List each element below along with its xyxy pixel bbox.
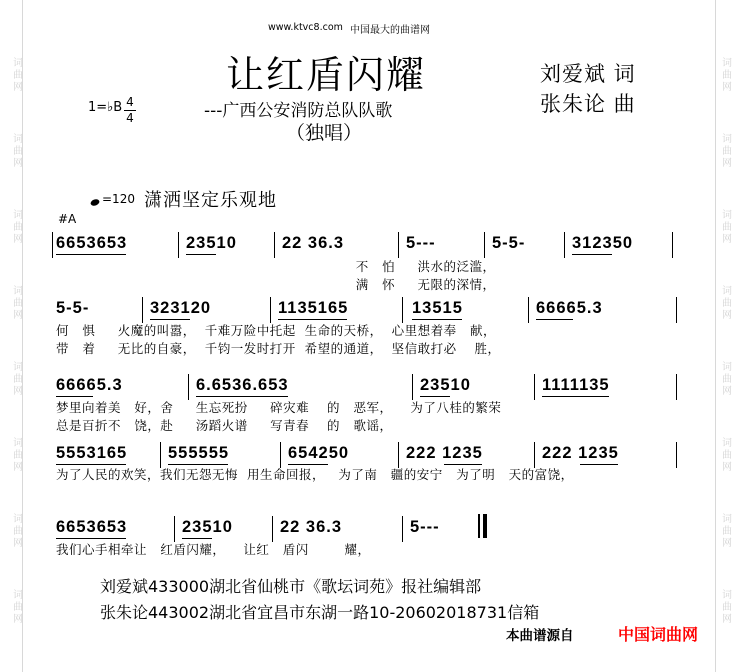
music-system-3 bbox=[56, 372, 676, 398]
lyric-line: 总是百折不 饶，赴 汤蹈火谱 写青春 的 歌谣， bbox=[56, 418, 393, 433]
barline bbox=[676, 442, 677, 468]
music-system-2 bbox=[56, 295, 676, 321]
watermark-char: 网 bbox=[13, 234, 23, 245]
barline bbox=[676, 374, 677, 400]
watermark-char: 词 bbox=[13, 590, 23, 601]
measure-notes: 222 1235 bbox=[542, 440, 619, 466]
watermark-char: 网 bbox=[722, 234, 732, 245]
barline bbox=[412, 374, 413, 400]
watermark-glyph-right bbox=[716, 590, 738, 626]
watermark-char: 网 bbox=[722, 462, 732, 473]
eighth-note-beam bbox=[182, 538, 212, 539]
watermark-char: 网 bbox=[13, 462, 23, 473]
lyric-line: 不 怕 洪水的泛滥， bbox=[56, 259, 496, 274]
watermark-char: 曲 bbox=[13, 222, 23, 233]
watermark-glyph-left bbox=[7, 514, 29, 550]
watermark-char: 曲 bbox=[722, 146, 732, 157]
watermark-char: 词 bbox=[13, 58, 23, 69]
eighth-note-beam bbox=[536, 319, 573, 320]
measure-notes: 5-5- bbox=[492, 234, 526, 252]
barline bbox=[528, 297, 529, 323]
song-subtitle: ---广西公安消防总队队歌 bbox=[204, 101, 393, 121]
eighth-note-beam bbox=[580, 464, 617, 465]
measure-notes: 22 36.3 bbox=[282, 234, 345, 252]
final-barline-thick bbox=[483, 514, 487, 538]
measure-notes: 323120 bbox=[150, 295, 211, 321]
measure-notes: 5--- bbox=[410, 518, 440, 536]
eighth-note-beam bbox=[56, 464, 126, 465]
measure-notes: 5-5- bbox=[56, 299, 90, 317]
time-signature-bottom: 4 bbox=[126, 111, 134, 125]
watermark-glyph-right bbox=[716, 210, 738, 246]
barline bbox=[270, 297, 271, 323]
measure-notes: 13515 bbox=[412, 295, 463, 321]
measure-notes: 1135165 bbox=[278, 295, 348, 321]
time-signature-top: 4 bbox=[126, 95, 134, 109]
watermark-glyph-left bbox=[7, 58, 29, 94]
key-signature: 1=♭B bbox=[88, 100, 123, 115]
source-label: 本曲谱源自 bbox=[506, 628, 574, 644]
barline bbox=[274, 232, 275, 258]
watermark-char: 网 bbox=[722, 82, 732, 93]
eighth-note-beam bbox=[572, 254, 612, 255]
site-caption: 中国最大的曲谱网 bbox=[350, 25, 430, 36]
watermark-char: 网 bbox=[13, 614, 23, 625]
watermark-char: 网 bbox=[13, 310, 23, 321]
watermark-char: 词 bbox=[722, 438, 732, 449]
watermark-char: 词 bbox=[13, 134, 23, 145]
watermark-char: 词 bbox=[13, 210, 23, 221]
watermark-char: 网 bbox=[722, 614, 732, 625]
barline bbox=[402, 516, 403, 542]
measure-notes: 5553165 bbox=[56, 440, 127, 466]
eighth-note-beam bbox=[288, 464, 328, 465]
rehearsal-mark: #A bbox=[58, 212, 77, 226]
watermark-glyph-left bbox=[7, 286, 29, 322]
eighth-note-beam bbox=[168, 464, 228, 465]
watermark-char: 词 bbox=[722, 58, 732, 69]
watermark-char: 曲 bbox=[722, 526, 732, 537]
watermark-char: 网 bbox=[722, 158, 732, 169]
lyricist-address: 刘爱斌433000湖北省仙桃市《歌坛词苑》报社编辑部 bbox=[100, 577, 482, 596]
barline bbox=[280, 442, 281, 468]
measure-notes: 6.6536.653 bbox=[196, 372, 289, 398]
lyric-line: 为了人民的欢笑，我们无怨无悔 用生命回报， 为了南 疆的安宁 为了明 天的富饶， bbox=[56, 467, 574, 482]
eighth-note-beam bbox=[186, 254, 216, 255]
music-system-4 bbox=[56, 440, 676, 466]
eighth-note-beam bbox=[412, 319, 462, 320]
watermark-char: 曲 bbox=[13, 70, 23, 81]
measure-notes: 23510 bbox=[420, 372, 471, 398]
lyric-line: 满 怀 无限的深情， bbox=[56, 277, 496, 292]
watermark-char: 网 bbox=[13, 386, 23, 397]
watermark-glyph-right bbox=[716, 58, 738, 94]
watermark-char: 曲 bbox=[13, 450, 23, 461]
watermark-char: 曲 bbox=[13, 146, 23, 157]
barline bbox=[534, 374, 535, 400]
composer-credit: 张朱论 曲 bbox=[540, 92, 636, 116]
measure-notes: 5--- bbox=[406, 234, 436, 252]
watermark-char: 网 bbox=[13, 82, 23, 93]
watermark-glyph-left bbox=[7, 362, 29, 398]
watermark-char: 曲 bbox=[722, 374, 732, 385]
watermark-char: 网 bbox=[722, 310, 732, 321]
left-margin-strip bbox=[0, 0, 23, 672]
watermark-char: 词 bbox=[722, 286, 732, 297]
eighth-note-beam bbox=[150, 319, 190, 320]
measure-notes: 66665.3 bbox=[536, 295, 603, 321]
watermark-glyph-left bbox=[7, 134, 29, 170]
site-url[interactable]: www.ktvc8.com bbox=[268, 22, 343, 33]
lyric-line: 带 着 无比的自豪， 千钧一发时打开 希望的通道， 坚信敢打必 胜， bbox=[56, 341, 501, 356]
barline bbox=[672, 232, 673, 258]
barline bbox=[398, 442, 399, 468]
watermark-char: 词 bbox=[13, 514, 23, 525]
watermark-char: 曲 bbox=[13, 374, 23, 385]
watermark-glyph-right bbox=[716, 286, 738, 322]
watermark-glyph-left bbox=[7, 210, 29, 246]
measure-notes: 654250 bbox=[288, 440, 349, 466]
final-barline-thin bbox=[478, 514, 480, 538]
watermark-char: 词 bbox=[13, 286, 23, 297]
performance-type: （独唱） bbox=[286, 122, 363, 144]
watermark-glyph-right bbox=[716, 362, 738, 398]
watermark-char: 曲 bbox=[722, 298, 732, 309]
watermark-glyph-right bbox=[716, 438, 738, 474]
measure-notes: 555555 bbox=[168, 440, 229, 466]
time-signature bbox=[124, 96, 136, 125]
watermark-char: 曲 bbox=[722, 450, 732, 461]
watermark-glyph-right bbox=[716, 134, 738, 170]
eighth-note-beam bbox=[196, 396, 288, 397]
barline bbox=[188, 374, 189, 400]
source-site-link[interactable]: 中国词曲网 bbox=[618, 625, 699, 644]
measure-notes: 23510 bbox=[186, 230, 237, 256]
watermark-char: 词 bbox=[13, 438, 23, 449]
watermark-glyph-right bbox=[716, 514, 738, 550]
music-system-5 bbox=[56, 514, 676, 540]
watermark-char: 曲 bbox=[722, 222, 732, 233]
watermark-char: 曲 bbox=[722, 70, 732, 81]
barline bbox=[676, 297, 677, 323]
watermark-char: 词 bbox=[722, 210, 732, 221]
watermark-char: 曲 bbox=[13, 298, 23, 309]
watermark-char: 词 bbox=[722, 514, 732, 525]
watermark-char: 词 bbox=[722, 134, 732, 145]
watermark-glyph-left bbox=[7, 438, 29, 474]
watermark-char: 网 bbox=[13, 538, 23, 549]
barline bbox=[564, 232, 565, 258]
eighth-note-beam bbox=[420, 396, 450, 397]
barline bbox=[174, 516, 175, 542]
barline bbox=[534, 442, 535, 468]
right-margin-strip bbox=[715, 0, 738, 672]
barline bbox=[484, 232, 485, 258]
barline-start bbox=[52, 232, 53, 258]
eighth-note-beam bbox=[56, 538, 126, 539]
barline bbox=[402, 297, 403, 323]
measure-notes: 312350 bbox=[572, 230, 633, 256]
watermark-char: 词 bbox=[722, 362, 732, 373]
measure-notes: 6653653 bbox=[56, 230, 127, 256]
measure-notes: 66665.3 bbox=[56, 372, 123, 398]
watermark-glyph-left bbox=[7, 590, 29, 626]
barline bbox=[398, 232, 399, 258]
eighth-note-beam bbox=[542, 396, 609, 397]
tempo-marking: =120 bbox=[102, 192, 135, 206]
watermark-char: 曲 bbox=[722, 602, 732, 613]
eighth-note-beam bbox=[56, 396, 93, 397]
eighth-note-beam bbox=[56, 254, 126, 255]
watermark-char: 曲 bbox=[13, 602, 23, 613]
watermark-char: 网 bbox=[722, 538, 732, 549]
composer-address: 张朱论443002湖北省宜昌市东湖一路10-20602018731信箱 bbox=[100, 603, 540, 622]
watermark-char: 曲 bbox=[13, 526, 23, 537]
measure-notes: 222 1235 bbox=[406, 440, 483, 466]
watermark-char: 网 bbox=[722, 386, 732, 397]
song-title: 让红盾闪耀 bbox=[226, 53, 427, 97]
watermark-char: 词 bbox=[722, 590, 732, 601]
eighth-note-beam bbox=[444, 464, 481, 465]
barline bbox=[272, 516, 273, 542]
lyric-line: 梦里向着美 好，舍 生忘死扮 碎灾难 的 恶军， 为了八桂的繁荣 bbox=[56, 400, 502, 415]
eighth-note-beam bbox=[278, 319, 347, 320]
measure-notes: 22 36.3 bbox=[280, 518, 343, 536]
watermark-char: 词 bbox=[13, 362, 23, 373]
watermark-char: 网 bbox=[13, 158, 23, 169]
barline bbox=[160, 442, 161, 468]
barline bbox=[178, 232, 179, 258]
measure-notes: 1111135 bbox=[542, 372, 610, 398]
barline bbox=[142, 297, 143, 323]
measure-notes: 23510 bbox=[182, 514, 233, 540]
lyricist-credit: 刘爱斌 词 bbox=[540, 62, 636, 86]
expression-marking: 潇洒坚定乐观地 bbox=[144, 190, 277, 211]
measure-notes: 6653653 bbox=[56, 514, 127, 540]
lyric-line: 何 惧 火魔的叫嚣， 千难万险中托起 生命的天桥， 心里想着奉 献， bbox=[56, 323, 497, 338]
lyric-line: 我们心手相牵让 红盾闪耀， 让红 盾闪 耀， bbox=[56, 542, 371, 557]
music-system-1 bbox=[56, 230, 676, 256]
